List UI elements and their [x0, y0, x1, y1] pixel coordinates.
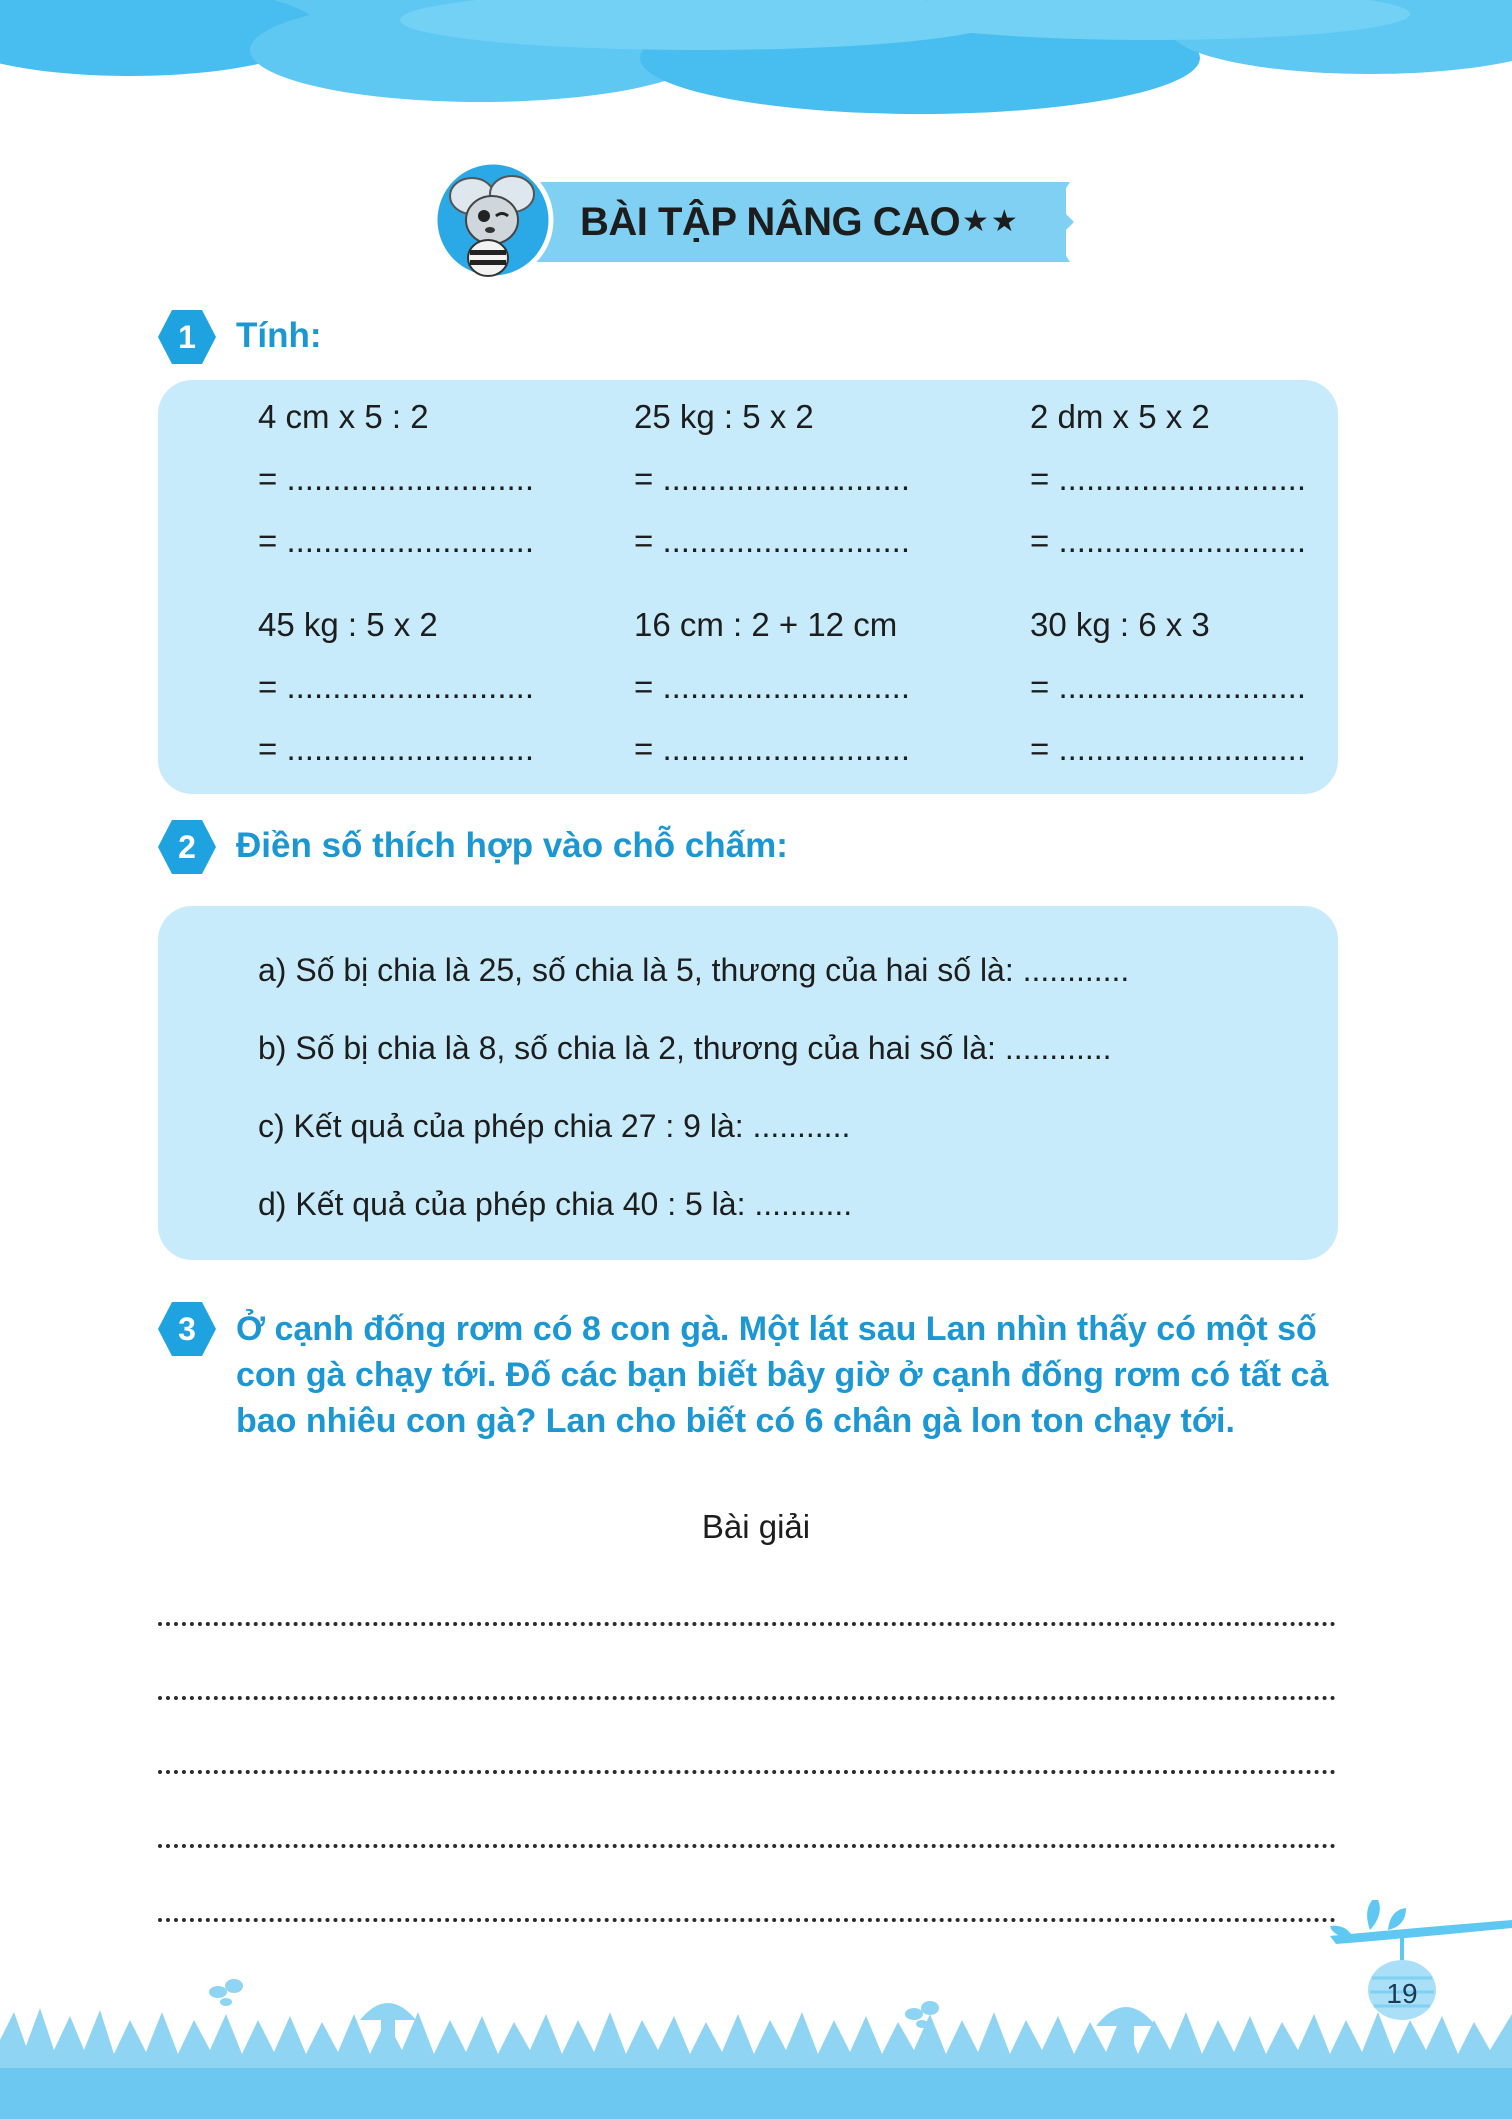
answer-line[interactable]: = ...........................	[1030, 730, 1306, 767]
answer-line[interactable]: = ...........................	[634, 522, 910, 559]
title-banner	[520, 182, 1066, 262]
answer-writing-line[interactable]	[158, 1622, 1336, 1626]
answer-line[interactable]: = ...........................	[634, 668, 910, 705]
solution-heading: Bài giải	[701, 1508, 811, 1545]
answer-writing-line[interactable]	[158, 1918, 1336, 1922]
exercise-4	[258, 606, 534, 792]
answer-writing-line[interactable]	[158, 1770, 1336, 1774]
answer-line[interactable]: = ...........................	[1030, 668, 1306, 705]
answer-line[interactable]: = ...........................	[258, 668, 534, 705]
fill-in-item-a[interactable]: a) Số bị chia là 25, số chia là 5, thương của hai số là: ............	[258, 952, 1130, 988]
answer-line[interactable]: = ...........................	[634, 460, 910, 497]
exercise-expression: 16 cm : 2 + 12 cm	[634, 606, 898, 643]
section-number: 1	[178, 319, 196, 355]
answer-line[interactable]: = ...........................	[1030, 522, 1306, 559]
bee-mascot-icon	[432, 158, 554, 286]
fill-in-item-b[interactable]: b) Số bị chia là 8, số chia là 2, thương của hai số là: ............	[258, 1030, 1112, 1066]
section-number: 3	[178, 1311, 196, 1347]
banner-notch	[1052, 182, 1080, 262]
answer-line[interactable]: = ...........................	[634, 730, 910, 767]
exercise-expression: 4 cm x 5 : 2	[258, 398, 429, 435]
word-problem-text: Ở cạnh đống rơm có 8 con gà. Một lát sau Lan nhìn thấy có một số con gà chạy tới. Đố các bạn biết bây giờ ở cạnh đống rơm có tất cả bao nhiêu con gà? Lan cho biết có 6 chân gà lon ton chạy tới.	[236, 1310, 1329, 1440]
answer-line[interactable]: = ...........................	[258, 460, 534, 497]
exercise-expression: 25 kg : 5 x 2	[634, 398, 814, 435]
grass-border-bottom	[0, 1950, 1512, 2119]
exercise-2	[634, 398, 910, 584]
exercise-1	[258, 398, 534, 584]
exercise-panel-1	[158, 380, 1338, 794]
fill-in-item-c[interactable]: c) Kết quả của phép chia 27 : 9 là: ...........	[258, 1108, 851, 1144]
butterfly-icon	[209, 1979, 243, 2006]
exercise-expression: 30 kg : 6 x 3	[1030, 606, 1210, 643]
fill-in-item-d[interactable]: d) Kết quả của phép chia 40 : 5 là: ...........	[258, 1186, 853, 1222]
page-number: 19	[1386, 1978, 1418, 2009]
section-number-badge-3	[156, 1298, 218, 1360]
answer-writing-line[interactable]	[158, 1844, 1336, 1848]
exercise-panel-2	[158, 906, 1338, 1260]
exercise-expression: 45 kg : 5 x 2	[258, 606, 438, 643]
cloud-border-top	[0, 0, 1512, 120]
section-number-badge-1	[156, 306, 218, 368]
exercise-5	[634, 606, 910, 792]
answer-line[interactable]: = ...........................	[258, 730, 534, 767]
exercise-6	[1030, 606, 1306, 792]
exercise-3	[1030, 398, 1306, 584]
exercise-expression: 2 dm x 5 x 2	[1030, 398, 1210, 435]
section-number: 2	[178, 829, 196, 865]
section-title-1: Tính:	[236, 316, 322, 355]
difficulty-stars: ★★	[962, 205, 1020, 238]
section-number-badge-2	[156, 816, 218, 878]
section-title-2: Điền số thích hợp vào chỗ chấm:	[236, 826, 788, 865]
page-title: BÀI TẬP NÂNG CAO	[580, 200, 961, 244]
answer-line[interactable]: = ...........................	[1030, 460, 1306, 497]
answer-line[interactable]: = ...........................	[258, 522, 534, 559]
answer-writing-line[interactable]	[158, 1696, 1336, 1700]
